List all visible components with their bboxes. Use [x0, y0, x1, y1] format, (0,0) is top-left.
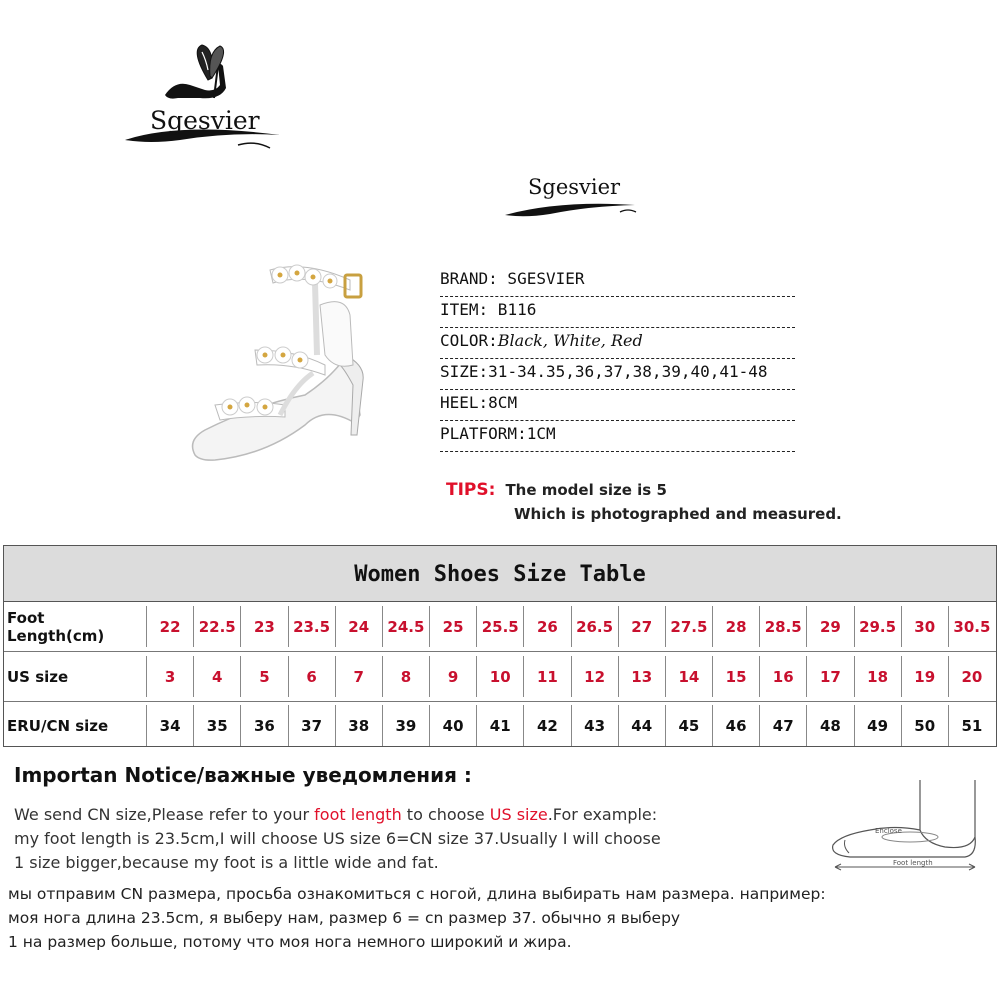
- size-table-cell: 23: [240, 606, 287, 647]
- spec-value: 1CM: [526, 424, 556, 443]
- size-table-cell: 6: [288, 656, 335, 697]
- size-table-cell: 25: [429, 606, 476, 647]
- tips-line-2: Which is photographed and measured.: [514, 505, 842, 523]
- brand-logo-secondary: [500, 170, 650, 225]
- size-table-cell: 30.5: [948, 606, 995, 647]
- size-table-cell: 39: [382, 705, 429, 746]
- size-table-cell: 30: [901, 606, 948, 647]
- size-table-cell: 7: [335, 656, 382, 697]
- diagram-label-enclose: Enclose: [875, 827, 902, 835]
- size-table-cell: 18: [854, 656, 901, 697]
- size-table-cell: 36: [240, 705, 287, 746]
- size-table-cell: 19: [901, 656, 948, 697]
- notice-en-line-1: [14, 803, 657, 826]
- size-table-cell: 34: [146, 705, 193, 746]
- sandal-icon: [185, 255, 400, 470]
- size-table-cell: 14: [665, 656, 712, 697]
- size-table-cell: 5: [240, 656, 287, 697]
- size-table-title: Women Shoes Size Table: [4, 546, 996, 602]
- size-table-cell: 26.5: [571, 606, 618, 647]
- size-table-cell: 46: [712, 705, 759, 746]
- size-table-cell: 35: [193, 705, 240, 746]
- size-table-cell: 8: [382, 656, 429, 697]
- size-table-cell: 45: [665, 705, 712, 746]
- size-table-row: [4, 701, 996, 750]
- size-table-cell: 27.5: [665, 606, 712, 647]
- spec-value: Black, White, Red: [497, 331, 643, 350]
- spec-brand: [440, 265, 795, 297]
- spec-value: B116: [488, 300, 537, 319]
- size-table-cell: 4: [193, 656, 240, 697]
- notice-highlight-foot-length: foot length: [314, 805, 402, 824]
- spec-item: [440, 296, 795, 328]
- notice-en-line-2: my foot length is 23.5cm,I will choose US size 6=CN size 37.Usually I will choose: [14, 829, 661, 848]
- size-table-cell: 43: [571, 705, 618, 746]
- notice-ru-line-2: моя нога длина 23.5cm, я выберу нам, размер 6 = cn размер 37. обычно я выберу: [8, 909, 681, 927]
- size-table-cell: 40: [429, 705, 476, 746]
- logo-wordmark: Sgesvier: [150, 106, 260, 135]
- size-table-cell: 11: [523, 656, 570, 697]
- notice-text: .For example:: [547, 805, 658, 824]
- size-table-cell: 50: [901, 705, 948, 746]
- size-table-row-header: ERU/CN size: [7, 716, 109, 735]
- tips-label: TIPS:: [446, 480, 496, 500]
- size-table: [3, 545, 997, 747]
- spec-size: [440, 358, 795, 390]
- notice-title: Importan Notice/важные уведомления :: [14, 763, 472, 787]
- size-table-cell: 47: [759, 705, 806, 746]
- spec-label: COLOR:: [440, 331, 498, 350]
- notice-text: We send CN size,Please refer to your: [14, 805, 315, 824]
- size-table-cell: 22: [146, 606, 193, 647]
- size-table-cell: 24.5: [382, 606, 429, 647]
- spec-value: SGESVIER: [497, 269, 585, 288]
- diagram-label-foot-length: Foot length: [893, 859, 933, 867]
- size-table-row: [4, 602, 996, 652]
- tips: [446, 480, 667, 500]
- spec-label: SIZE:: [440, 362, 489, 381]
- size-table-cell: 49: [854, 705, 901, 746]
- size-table-cell: 37: [288, 705, 335, 746]
- spec-color: [440, 327, 795, 359]
- spec-label: ITEM:: [440, 300, 489, 319]
- size-table-cell: 20: [948, 656, 995, 697]
- size-table-cell: 41: [476, 705, 523, 746]
- size-table-cell: 51: [948, 705, 995, 746]
- size-table-cell: 25.5: [476, 606, 523, 647]
- size-table-cell: 44: [618, 705, 665, 746]
- spec-platform: [440, 420, 795, 452]
- spec-value: 31-34.35,36,37,38,39,40,41-48: [488, 362, 768, 381]
- product-image: [185, 255, 400, 470]
- spec-label: HEEL:: [440, 393, 489, 412]
- spec-label: PLATFORM:: [440, 424, 527, 443]
- foot-diagram: [825, 775, 990, 875]
- butterfly-shoe-icon: [120, 40, 290, 160]
- tips-line-1: The model size is 5: [505, 481, 667, 499]
- size-table-cell: 16: [759, 656, 806, 697]
- size-table-cell: 13: [618, 656, 665, 697]
- size-table-cell: 42: [523, 705, 570, 746]
- size-table-cell: 3: [146, 656, 193, 697]
- size-table-cell: 28: [712, 606, 759, 647]
- notice-highlight-us-size: US size: [489, 805, 548, 824]
- spec-heel: [440, 389, 795, 421]
- size-table-row-header: Foot Length(cm): [7, 608, 105, 645]
- size-table-cell: 10: [476, 656, 523, 697]
- size-table-cell: 38: [335, 705, 382, 746]
- brand-logo: [120, 40, 290, 160]
- size-table-row: [4, 652, 996, 702]
- size-table-cell: 29.5: [854, 606, 901, 647]
- size-table-cell: 26: [523, 606, 570, 647]
- spec-value: 8CM: [488, 393, 518, 412]
- size-table-cell: 12: [571, 656, 618, 697]
- size-table-cell: 27: [618, 606, 665, 647]
- notice-ru-line-1: мы отправим CN размера, просьба ознакомиться с ногой, длина выбирать нам размера. например:: [8, 885, 826, 903]
- size-table-cell: 15: [712, 656, 759, 697]
- size-table-cell: 29: [806, 606, 853, 647]
- size-table-cell: 17: [806, 656, 853, 697]
- size-table-cell: 24: [335, 606, 382, 647]
- notice-en-line-3: 1 size bigger,because my foot is a little wide and fat.: [14, 853, 439, 872]
- spec-label: BRAND:: [440, 269, 498, 288]
- size-table-cell: 23.5: [288, 606, 335, 647]
- notice-ru-line-3: 1 на размер больше, потому что моя нога немного широкий и жира.: [8, 933, 572, 951]
- size-table-cell: 28.5: [759, 606, 806, 647]
- size-table-cell: 22.5: [193, 606, 240, 647]
- logo-wordmark-secondary: Sgesvier: [528, 175, 621, 199]
- size-table-cell: 9: [429, 656, 476, 697]
- size-table-row-header: US size: [7, 667, 69, 686]
- notice-text: to choose: [401, 805, 490, 824]
- size-table-cell: 48: [806, 705, 853, 746]
